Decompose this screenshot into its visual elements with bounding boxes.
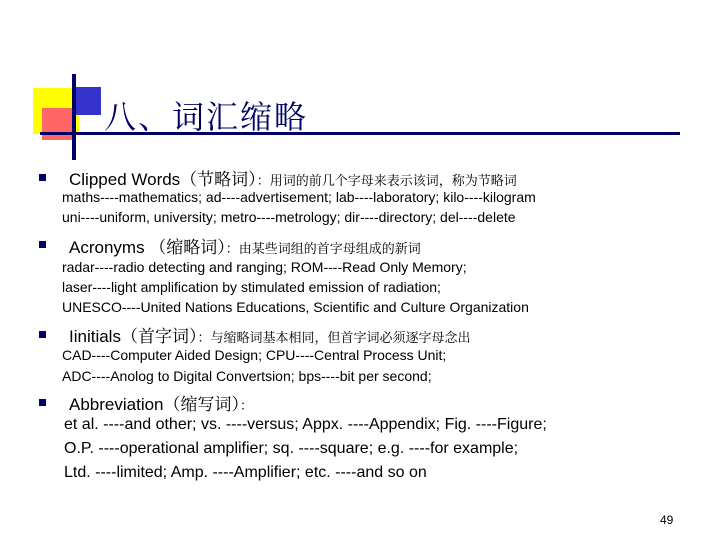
decor-blue-square	[73, 87, 101, 115]
decor-red-square	[42, 108, 74, 140]
section-heading	[69, 233, 421, 258]
example-line: Ltd. ----limited; Amp. ----Amplifier; etc. ----and so on	[64, 464, 427, 481]
heading-description: ：与缩略词基本相同，但首字词必须逐字母念出	[197, 330, 471, 345]
heading-description: ：用词的前几个字母来表示该词，称为节略词	[256, 173, 517, 188]
bullet-icon	[39, 399, 46, 406]
section-heading	[69, 322, 470, 347]
heading-term: Iinitials（首字词）	[69, 327, 198, 346]
bullet-icon	[39, 174, 46, 181]
slide-title: 八、词汇缩略	[104, 98, 309, 136]
bullet-icon	[39, 241, 46, 248]
heading-term: Clipped Words（节略词）	[69, 170, 257, 189]
example-line: radar----radio detecting and ranging; ROM----Read Only Memory;	[62, 259, 467, 275]
heading-term: Abbreviation（缩写词）	[69, 395, 241, 414]
decor-vertical-line	[72, 74, 76, 160]
example-line: et al. ----and other; vs. ----versus; Appx. ----Appendix; Fig. ----Figure;	[64, 416, 547, 433]
page-number: 49	[660, 513, 674, 527]
example-line: maths----mathematics; ad----advertisement; lab----laboratory; kilo----kilogram	[62, 189, 536, 205]
heading-description: ：由某些词组的首字母组成的新词	[225, 241, 421, 256]
bullet-icon	[39, 331, 46, 338]
example-line: ADC----Anolog to Digital Convertsion; bps----bit per second;	[62, 368, 432, 384]
section-heading	[69, 390, 253, 415]
section-heading	[69, 165, 517, 190]
example-line: UNESCO----United Nations Educations, Scientific and Culture Organization	[62, 299, 529, 315]
example-line: uni----uniform, university; metro----metrology; dir----directory; del----delete	[62, 209, 516, 225]
heading-description: ：	[240, 398, 254, 413]
heading-term: Acronyms （缩略词）	[69, 238, 226, 257]
example-line: O.P. ----operational amplifier; sq. ----square; e.g. ----for example;	[64, 440, 519, 457]
example-line: laser----light amplification by stimulated emission of radiation;	[62, 279, 441, 295]
example-line: CAD----Computer Aided Design; CPU----Central Process Unit;	[62, 347, 447, 363]
